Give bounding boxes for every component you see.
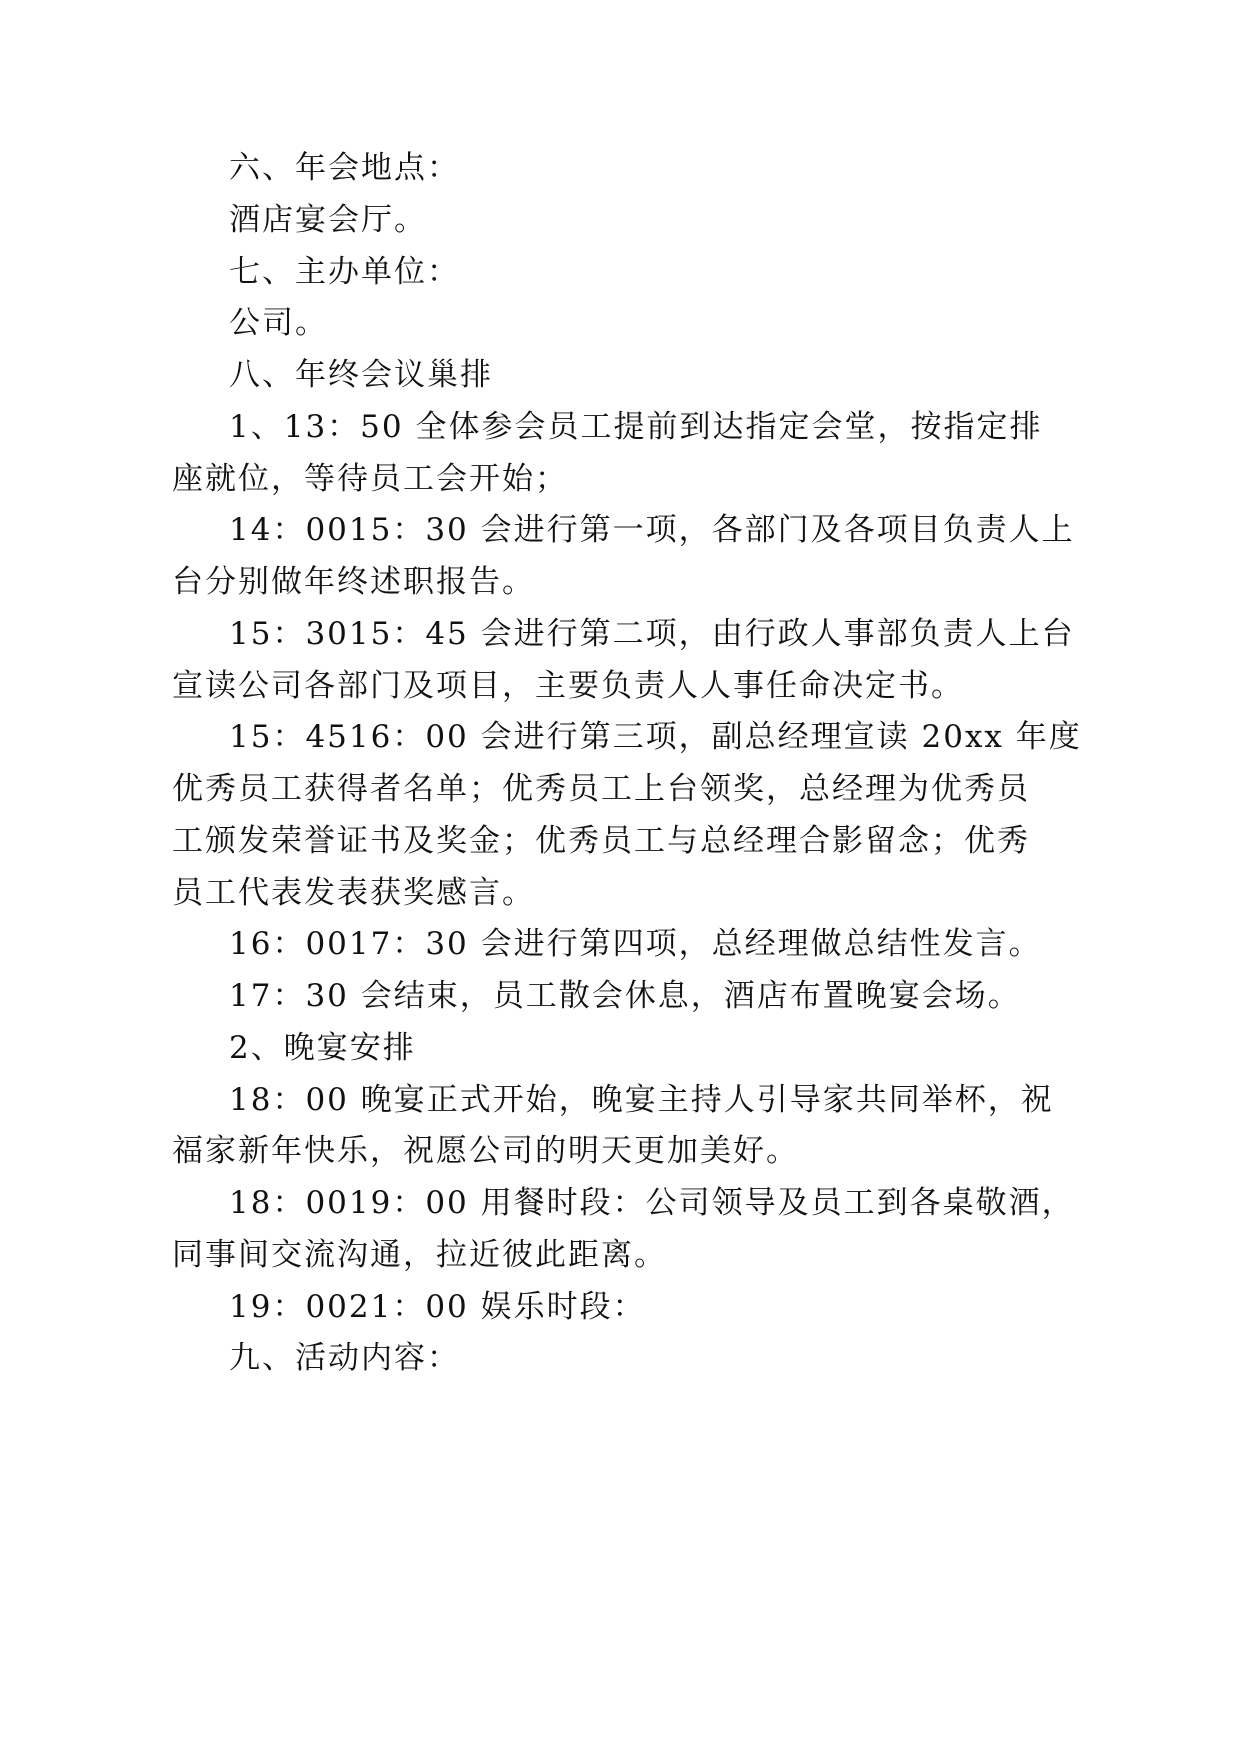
paragraph-line: 优秀员工获得者名单；优秀员工上台领奖，总经理为优秀员: [172, 771, 1030, 807]
paragraph-line: 座就位，等待员工会开始；: [172, 461, 568, 497]
paragraph-line: 工颁发荣誉证书及奖金；优秀员工与总经理合影留念；优秀: [172, 823, 1030, 859]
paragraph-line: 18：0019：00 用餐时段：公司领导及员工到各桌敬酒，: [229, 1185, 1075, 1221]
paragraph-line: 17：30 会结束，员工散会休息，酒店布置晚宴会场。: [229, 978, 1021, 1014]
paragraph-line: 1、13：50 全体参会员工提前到达指定会堂，按指定排: [229, 409, 1043, 445]
paragraph-line: 台分别做年终述职报告。: [172, 564, 535, 600]
heading-dinner-arrangement: 2、晚宴安排: [229, 1030, 416, 1066]
heading-meeting-arrangement: 八、年终会议巢排: [229, 357, 493, 393]
paragraph-line: 同事间交流沟通，拉近彼此距离。: [172, 1237, 667, 1273]
paragraph-line: 16：0017：30 会进行第四项，总经理做总结性发言。: [229, 926, 1042, 962]
paragraph-line: 15：3015：45 会进行第二项，由行政人事部负责人上台: [229, 616, 1075, 652]
heading-activities: 九、活动内容：: [229, 1340, 460, 1376]
paragraph-line: 公司。: [229, 305, 328, 341]
paragraph-line: 宣读公司各部门及项目，主要负责人人事任命决定书。: [172, 668, 964, 704]
paragraph-line: 福家新年快乐，祝愿公司的明天更加美好。: [172, 1133, 799, 1169]
heading-organizer: 七、主办单位：: [229, 254, 460, 290]
paragraph-line: 酒店宴会厅。: [229, 202, 427, 238]
heading-venue: 六、年会地点：: [229, 150, 460, 186]
paragraph-line: 员工代表发表获奖感言。: [172, 875, 535, 911]
paragraph-line: 15：4516：00 会进行第三项，副总经理宣读 20xx 年度: [229, 719, 1082, 755]
paragraph-line: 19：0021：00 娱乐时段：: [229, 1289, 646, 1325]
paragraph-line: 14：0015：30 会进行第一项，各部门及各项目负责人上: [229, 512, 1075, 548]
paragraph-line: 18：00 晚宴正式开始，晚宴主持人引导家共同举杯，祝: [229, 1082, 1054, 1118]
